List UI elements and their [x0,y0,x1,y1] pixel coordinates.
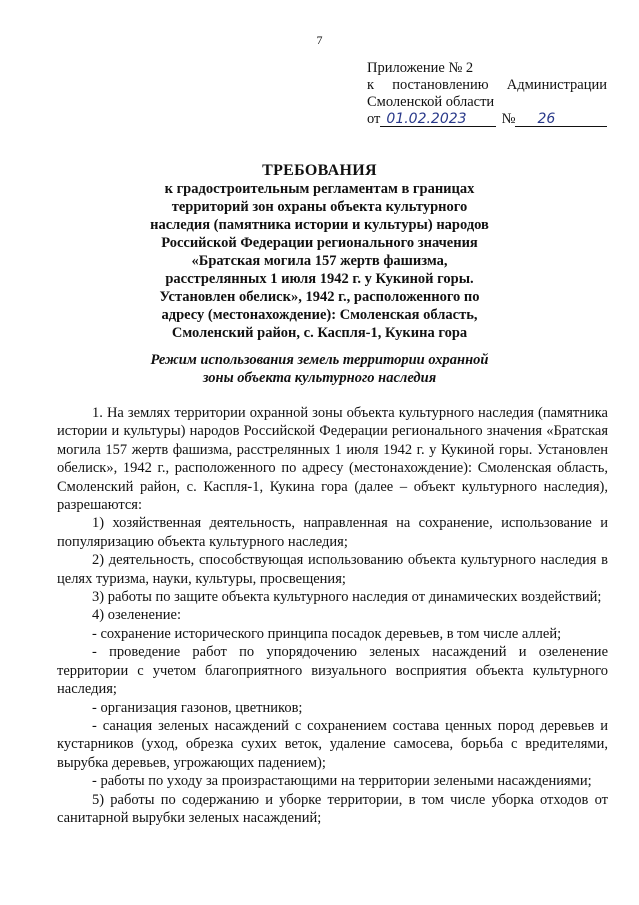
paragraph: 1) хозяйственная деятельность, направленная на сохранение, использование и популяризацию объекта культурного наследия; [57,515,608,550]
subtitle-line: Режим использования земель территории охранной [150,352,489,368]
appendix-region: Смоленской области [367,94,495,110]
paragraph: 4) озеленение: [92,607,181,624]
paragraph: - проведение работ по упорядочению зеленых насаждений и озеленение территории с учетом благоприятного визуального восприятия объекта культурного наследия; [57,644,608,698]
number-prefix: № [501,111,516,127]
subtitle-line: зоны объекта культурного наследия [202,370,437,386]
title-line: к градостроительным регламентам в границах [164,181,475,197]
paragraph: 1. На землях территории охранной зоны объекта культурного наследия (памятника истории и культуры) народов Российской Федерации регионального значения «Братская могила 157 жертв фашизма, расстрелянных 1 июля 1942 г. у Кукиной горы. Установлен обелиск», 1942 г., расположенного по адресу (местонахождение): Смоленская область, Смоленский район, с. Каспля-1, Кукина гора (далее – объект культурного наследия), разрешаются: [57,405,608,514]
title-line: наследия (памятника истории и культуры) народов [150,217,489,233]
appendix-resolution: постановлению [392,77,489,93]
paragraph: - организация газонов, цветников; [92,699,303,716]
appendix-title: Приложение № 2 [367,60,474,76]
document-title [0,162,639,342]
appendix-date-number-line [367,111,607,128]
paragraph: - сохранение исторического принципа посадок деревьев, в том числе аллей; [92,625,562,642]
handwritten-number: 26 [515,112,607,127]
appendix-resolution-line [367,77,607,94]
paragraph: 3) работы по защите объекта культурного наследия от динамических воздействий; [92,589,602,606]
title-line: Смоленский район, с. Каспля-1, Кукина гора [171,325,468,341]
title-line: Установлен обелиск», 1942 г., расположенного по [159,289,480,305]
title-line: «Братская могила 157 жертв фашизма, [191,253,448,269]
paragraph: - санация зеленых насаждений с сохранением состава ценных пород деревьев и кустарников (уход, обрезка сухих веток, удаление самосева, борьба с вредителями, вырубка деревьев, угрожающих падением); [57,717,608,771]
title-line: Российской Федерации регионального значения [161,235,478,251]
appendix-administration: Администрации [506,77,607,93]
paragraph: 2) деятельность, способствующая использованию объекта культурного наследия в целях туризма, науки, культуры, просвещения; [57,552,608,587]
appendix-preposition: к [367,77,375,93]
paragraph: 5) работы по содержанию и уборке территории, в том числе уборка отходов от санитарной вырубки зеленых насаждений; [57,791,608,826]
handwritten-date: 01.02.2023 [380,112,495,127]
title-heading: ТРЕБОВАНИЯ [262,162,377,179]
title-line: территорий зон охраны объекта культурного [171,199,468,215]
document-body [57,404,608,827]
page-number: 7 [316,33,323,47]
date-prefix: от [367,111,381,127]
section-subtitle [0,351,639,387]
paragraph: - работы по уходу за произрастающими на территории зелеными насаждениями; [92,773,592,790]
title-line: расстрелянных 1 июля 1942 г. у Кукиной горы. [165,271,474,287]
appendix-header [367,60,607,128]
title-line: адресу (местонахождение): Смоленская область, [161,307,478,323]
